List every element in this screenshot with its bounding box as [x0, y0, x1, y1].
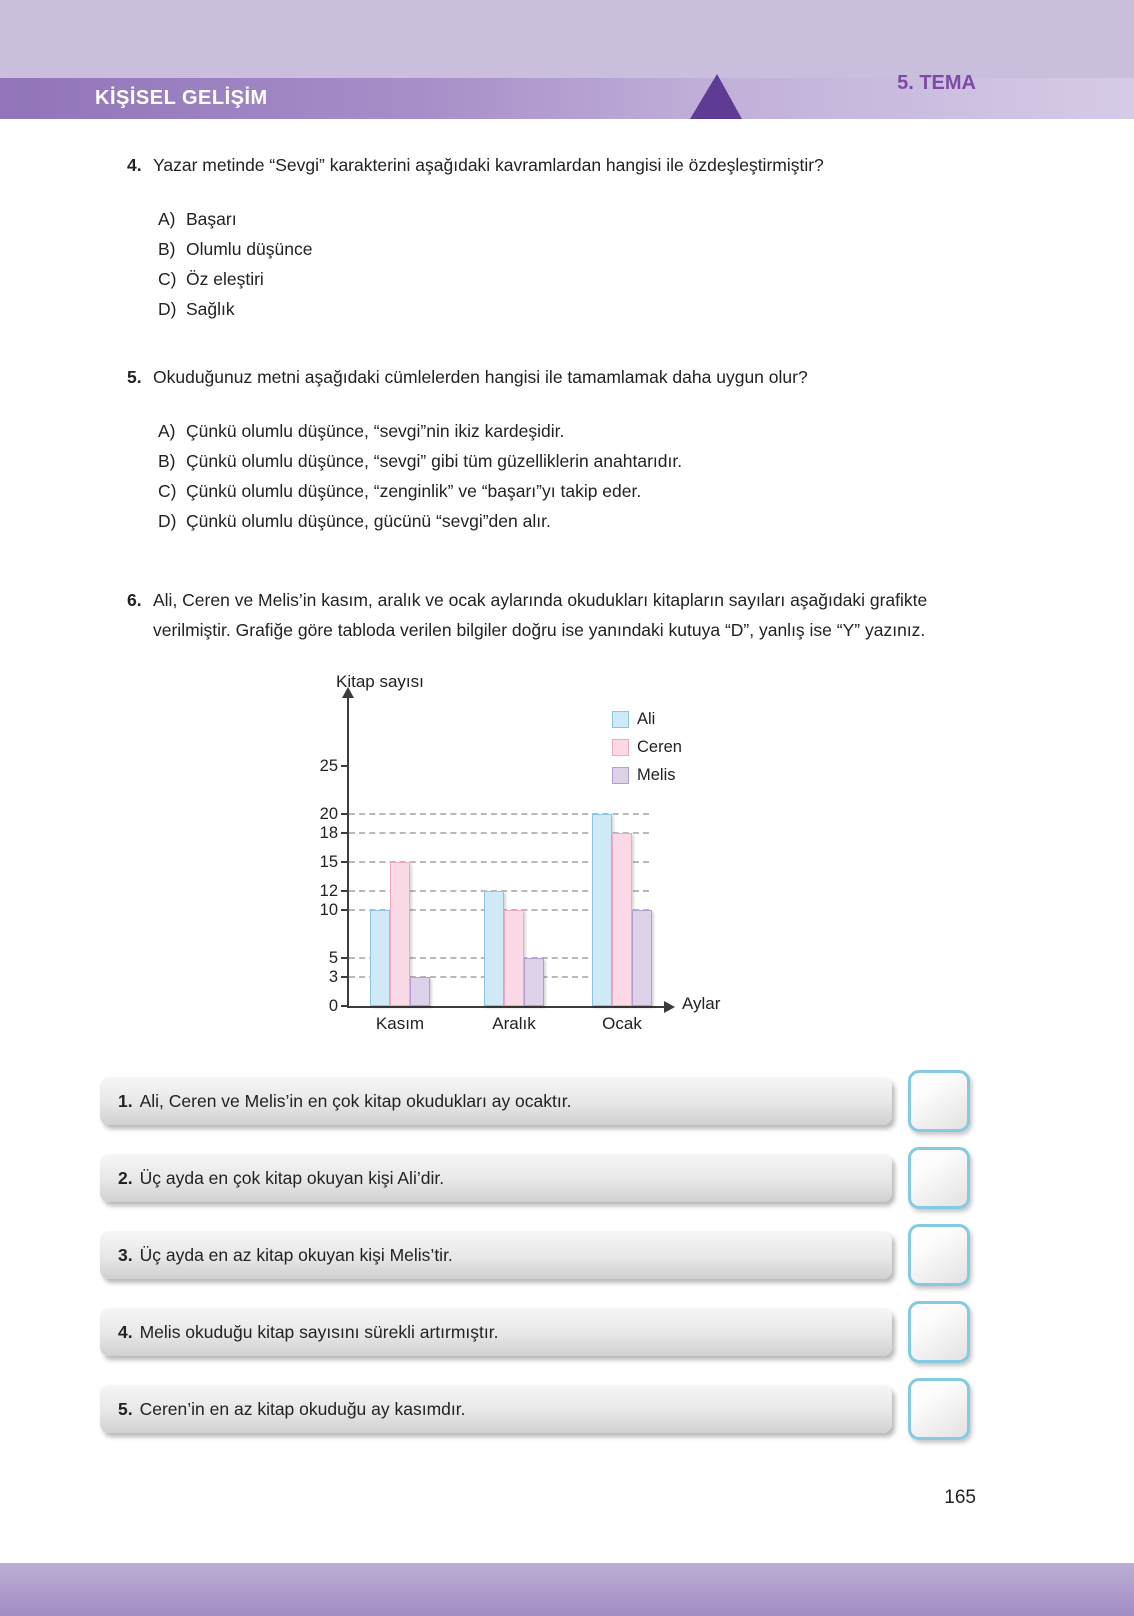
option-d — [158, 294, 912, 324]
legend-swatch — [612, 767, 629, 784]
statement-row — [100, 1149, 970, 1207]
y-tick-mark — [341, 890, 348, 892]
bar-ali — [370, 910, 390, 1006]
statement-text: Ceren’in en az kitap okuduğu ay kasımdır. — [139, 1398, 466, 1419]
bar-melis — [632, 910, 652, 1006]
y-tick-mark — [341, 813, 348, 815]
chart — [300, 672, 780, 1052]
bar-melis — [524, 958, 544, 1006]
chart-x-axis-title: Aylar — [682, 994, 721, 1013]
x-axis-arrow-icon — [664, 1001, 675, 1013]
y-tick-label: 5 — [328, 949, 338, 967]
y-tick-mark — [341, 909, 348, 911]
statement-text: Üç ayda en çok kitap okuyan kişi Ali’dir. — [139, 1167, 445, 1188]
option-a — [158, 204, 912, 234]
statement-2 — [100, 1154, 892, 1202]
y-tick-label: 15 — [319, 853, 338, 871]
statement-number: 4. — [118, 1321, 133, 1342]
option-text: Çünkü olumlu düşünce, “zenginlik” ve “başarı”yı takip eder. — [186, 481, 642, 501]
option-text: Başarı — [186, 209, 237, 229]
option-letter: C) — [158, 481, 177, 501]
legend-swatch — [612, 711, 629, 728]
x-axis-line — [347, 1006, 665, 1008]
chart-legend — [612, 710, 682, 794]
answer-box-3[interactable] — [908, 1224, 970, 1286]
option-letter: A) — [158, 209, 176, 229]
x-category-label: Aralık — [492, 1014, 536, 1033]
option-text: Sağlık — [186, 299, 235, 319]
y-tick-label: 10 — [319, 901, 338, 919]
y-tick-label: 3 — [328, 968, 338, 987]
y-tick-mark — [341, 861, 348, 863]
statement-row — [100, 1226, 970, 1284]
y-axis-arrow-icon — [342, 687, 354, 698]
bar-ceren — [504, 910, 524, 1006]
chart-y-axis-title: Kitap sayısı — [336, 672, 424, 691]
y-tick-mark — [341, 957, 348, 959]
option-a — [158, 416, 917, 446]
question-5 — [127, 362, 917, 536]
statement-5 — [100, 1385, 892, 1433]
option-c — [158, 264, 912, 294]
option-letter: D) — [158, 511, 177, 531]
statement-row — [100, 1072, 970, 1130]
y-tick-label: 18 — [319, 824, 338, 843]
question-number: 6. — [127, 590, 142, 610]
answer-box-2[interactable] — [908, 1147, 970, 1209]
question-6 — [127, 585, 972, 645]
option-letter: B) — [158, 451, 176, 471]
statement-number: 5. — [118, 1398, 133, 1419]
y-tick-mark — [341, 832, 348, 834]
option-text: Olumlu düşünce — [186, 239, 313, 259]
question-text: Yazar metinde “Sevgi” karakterini aşağıdaki kavramlardan hangisi ile özdeşleştirmiştir? — [153, 155, 824, 175]
legend-label: Ali — [637, 710, 656, 728]
question-text: Ali, Ceren ve Melis’in kasım, aralık ve ocak aylarında okudukları kitapların sayıları aşağıdaki grafikte verilmiştir. Grafiğe göre tabloda verilen bilgiler doğru ise yanındaki kutuya “D”, yanlış ise “Y” yazınız. — [153, 590, 928, 640]
legend-label: Melis — [637, 766, 676, 784]
question-number: 4. — [127, 155, 142, 175]
bottom-bar — [0, 1563, 1134, 1616]
question-number: 5. — [127, 367, 142, 387]
question-5-options — [158, 416, 917, 536]
answer-box-4[interactable] — [908, 1301, 970, 1363]
y-tick-mark — [341, 1005, 348, 1007]
bar-ali — [484, 891, 504, 1006]
legend-swatch — [612, 739, 629, 756]
answer-box-5[interactable] — [908, 1378, 970, 1440]
section-title: KİŞİSEL GELİŞİM — [95, 87, 268, 109]
statement-number: 3. — [118, 1244, 133, 1265]
option-text: Çünkü olumlu düşünce, “sevgi”nin ikiz kardeşidir. — [186, 421, 565, 441]
bar-melis — [410, 977, 430, 1006]
statements-list — [100, 1072, 970, 1457]
top-strip — [0, 0, 1134, 78]
theme-label: 5. TEMA — [897, 72, 976, 94]
statement-4 — [100, 1308, 892, 1356]
option-letter: B) — [158, 239, 176, 259]
option-text: Çünkü olumlu düşünce, “sevgi” gibi tüm güzelliklerin anahtarıdır. — [186, 451, 683, 471]
bar-ceren — [390, 862, 410, 1006]
y-tick-mark — [341, 765, 348, 767]
y-tick-mark — [341, 976, 348, 978]
bar-ceren — [612, 833, 632, 1006]
statement-text: Üç ayda en az kitap okuyan kişi Melis’tir. — [139, 1244, 453, 1265]
x-category-label: Kasım — [375, 1014, 425, 1033]
statement-row — [100, 1303, 970, 1361]
legend-item-ceren — [612, 738, 682, 757]
legend-item-melis — [612, 766, 682, 785]
question-4 — [127, 150, 912, 324]
x-category-label: Ocak — [602, 1014, 642, 1033]
statement-text: Ali, Ceren ve Melis’in en çok kitap okudukları ay ocaktır. — [139, 1090, 572, 1111]
statement-number: 2. — [118, 1167, 133, 1188]
y-tick-label: 12 — [319, 881, 338, 900]
option-text: Öz eleştiri — [186, 269, 264, 289]
statement-text: Melis okuduğu kitap sayısını sürekli artırmıştır. — [139, 1321, 499, 1342]
option-text: Çünkü olumlu düşünce, gücünü “sevgi”den alır. — [186, 511, 551, 531]
option-c — [158, 476, 917, 506]
statement-number: 1. — [118, 1090, 133, 1111]
y-axis-line — [347, 698, 349, 1006]
y-tick-label: 0 — [328, 997, 338, 1015]
answer-box-1[interactable] — [908, 1070, 970, 1132]
question-text: Okuduğunuz metni aşağıdaki cümlelerden hangisi ile tamamlamak daha uygun olur? — [153, 367, 808, 387]
y-tick-label: 20 — [319, 805, 338, 823]
option-letter: D) — [158, 299, 177, 319]
page-number: 165 — [944, 1487, 976, 1508]
option-letter: A) — [158, 421, 176, 441]
statement-row — [100, 1380, 970, 1438]
option-b — [158, 446, 917, 476]
option-letter: C) — [158, 269, 177, 289]
question-4-options — [158, 204, 912, 324]
option-d — [158, 506, 917, 536]
statement-3 — [100, 1231, 892, 1279]
option-b — [158, 234, 912, 264]
y-tick-label: 25 — [319, 757, 338, 775]
legend-item-ali — [612, 710, 682, 729]
legend-label: Ceren — [637, 738, 682, 756]
statement-1 — [100, 1077, 892, 1125]
bar-ali — [592, 814, 612, 1006]
